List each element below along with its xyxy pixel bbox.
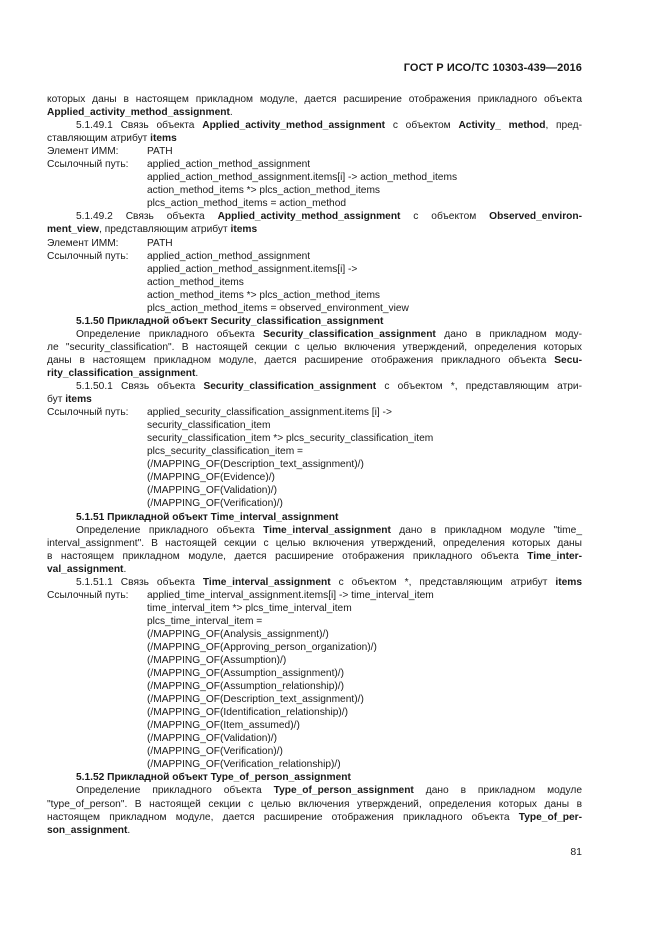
text-run: . xyxy=(127,824,131,836)
mapping-value: plcs_security_classification_item = xyxy=(147,446,303,458)
mapping-value: PATH xyxy=(147,146,173,158)
text-line xyxy=(47,576,582,589)
bold-term: Type_of_per- xyxy=(518,811,582,823)
mapping-value: (/MAPPING_OF(Assumption_relationship)/) xyxy=(147,681,345,693)
text-line xyxy=(47,732,582,745)
mapping-value: security_classification_item xyxy=(147,420,271,432)
text-run: "type_of_person". В настоящей секции с целью включения утверждений, определения которых даны в xyxy=(47,798,582,810)
text-line xyxy=(47,406,582,419)
mapping-value: plcs_action_method_items = action_method xyxy=(147,198,347,210)
bold-term: Activity_ method xyxy=(458,120,546,132)
text-run: в настоящем прикладном модуле, дается расширение отображения прикладного объекта xyxy=(47,550,528,562)
text-run: с объектом xyxy=(385,120,459,132)
mapping-value: applied_time_interval_assignment.items[i] -> time_interval_item xyxy=(147,589,434,601)
text-line xyxy=(47,602,582,615)
mapping-key: Ссылочный путь: xyxy=(47,159,129,171)
mapping-value: applied_action_method_assignment.items[i] -> action_method_items xyxy=(147,172,458,184)
document-body xyxy=(47,93,582,837)
mapping-value: plcs_action_method_items = observed_environment_view xyxy=(147,302,409,314)
text-line xyxy=(47,263,582,276)
text-line xyxy=(47,237,582,250)
text-line xyxy=(47,315,582,328)
text-line xyxy=(47,210,582,223)
text-run: настоящем прикладном модуле, дается расширение отображения прикладного объекта xyxy=(47,811,519,823)
text-line xyxy=(47,458,582,471)
text-line xyxy=(47,380,582,393)
text-line xyxy=(47,771,582,784)
bold-term: 5.1.51 Прикладной объект Time_interval_assignment xyxy=(76,511,339,523)
text-run: дано в прикладном моду- xyxy=(435,328,583,340)
text-line xyxy=(47,537,582,550)
text-run: ставляющим атрибут xyxy=(47,133,151,145)
text-run: дано в прикладном модуле "time_ xyxy=(390,524,582,536)
bold-term: Type_of_person_assignment xyxy=(273,785,414,797)
mapping-key: Ссылочный путь: xyxy=(47,250,129,262)
text-line xyxy=(47,419,582,432)
text-run: 5.1.49.1 Связь объекта xyxy=(76,120,203,132)
bold-term: Time_interval_assignment xyxy=(263,524,391,536)
bold-term: Time_interval_assignment xyxy=(202,576,331,588)
mapping-value: security_classification_item *> plcs_security_classification_item xyxy=(147,433,434,445)
mapping-value: plcs_time_interval_item = xyxy=(147,615,263,627)
text-line xyxy=(47,393,582,406)
mapping-key: Ссылочный путь: xyxy=(47,589,129,601)
text-run: ле "security_classification". В настоящей секции с целью включения утверждений, определения которых xyxy=(47,341,582,353)
mapping-value: applied_action_method_assignment xyxy=(147,159,311,171)
bold-term: Applied_activity_method_assignment xyxy=(202,120,386,132)
text-line xyxy=(47,563,582,576)
mapping-value: PATH xyxy=(147,237,173,249)
text-run: , представляющим атрибут xyxy=(99,224,231,236)
bold-term: Applied_activity_method_assignment xyxy=(47,107,230,119)
text-line xyxy=(47,811,582,824)
mapping-value: (/MAPPING_OF(Assumption)/) xyxy=(147,655,287,667)
bold-term: 5.1.50 Прикладной объект Security_classification_assignment xyxy=(76,315,384,327)
text-line xyxy=(47,471,582,484)
mapping-value: (/MAPPING_OF(Verification_relationship)/) xyxy=(147,759,341,771)
text-line xyxy=(47,341,582,354)
text-line xyxy=(47,680,582,693)
mapping-key: Ссылочный путь: xyxy=(47,407,129,419)
mapping-value: (/MAPPING_OF(Verification)/) xyxy=(147,746,283,758)
text-run: . xyxy=(195,367,199,379)
text-run: , пред- xyxy=(545,120,582,132)
text-run: 5.1.50.1 Связь объекта xyxy=(76,381,204,393)
text-line xyxy=(47,276,582,289)
text-run: бут xyxy=(47,394,66,406)
text-run: Определение прикладного объекта xyxy=(76,328,264,340)
text-line xyxy=(47,223,582,236)
mapping-value: (/MAPPING_OF(Approving_person_organization)/) xyxy=(147,641,377,653)
mapping-value: (/MAPPING_OF(Assumption_assignment)/) xyxy=(147,668,345,680)
text-line xyxy=(47,158,582,171)
bold-term: 5.1.52 Прикладной объект Type_of_person_assignment xyxy=(76,772,351,784)
text-line xyxy=(47,550,582,563)
text-run: 5.1.51.1 Связь объекта xyxy=(76,576,203,588)
bold-term: items xyxy=(230,224,258,236)
text-line xyxy=(47,745,582,758)
text-line xyxy=(47,824,582,837)
mapping-value: (/MAPPING_OF(Identification_relationship)/) xyxy=(147,707,348,719)
text-line xyxy=(47,328,582,341)
text-line xyxy=(47,367,582,380)
mapping-value: applied_security_classification_assignment.items [i] -> xyxy=(147,407,392,419)
mapping-key: Элемент ИММ: xyxy=(47,237,119,249)
text-line xyxy=(47,145,582,158)
text-line xyxy=(47,250,582,263)
bold-term: Security_classification_assignment xyxy=(263,328,436,340)
text-line xyxy=(47,132,582,145)
text-line xyxy=(47,354,582,367)
mapping-value: (/MAPPING_OF(Description_text_assignment)/) xyxy=(147,694,364,706)
bold-term: items xyxy=(150,133,177,145)
bold-term: items xyxy=(65,394,92,406)
bold-term: Observed_environ- xyxy=(489,211,582,223)
text-line xyxy=(47,432,582,445)
mapping-value: (/MAPPING_OF(Item_assumed)/) xyxy=(147,720,300,732)
mapping-value: (/MAPPING_OF(Description_text_assignment)/) xyxy=(147,459,364,471)
text-line xyxy=(47,184,582,197)
text-line xyxy=(47,798,582,811)
text-line xyxy=(47,719,582,732)
bold-term: rity_classification_assignment xyxy=(47,367,196,379)
text-line xyxy=(47,119,582,132)
text-run: которых даны в настоящем прикладном модуле, дается расширение отображения прикладного объекта xyxy=(47,94,582,105)
text-line xyxy=(47,654,582,667)
text-line xyxy=(47,484,582,497)
text-line xyxy=(47,445,582,458)
text-line xyxy=(47,106,582,119)
text-run: дано в прикладном модуле xyxy=(413,785,582,797)
text-run: Определение прикладного объекта xyxy=(76,785,274,797)
text-run: . xyxy=(229,107,233,119)
mapping-value: time_interval_item *> plcs_time_interval_item xyxy=(147,602,352,614)
page-number: 81 xyxy=(570,846,582,858)
text-line xyxy=(47,511,582,524)
mapping-value: (/MAPPING_OF(Analysis_assignment)/) xyxy=(147,628,329,640)
mapping-value: (/MAPPING_OF(Validation)/) xyxy=(147,733,278,745)
bold-term: Secu- xyxy=(554,354,582,366)
bold-term: son_assignment xyxy=(47,824,128,836)
document-header: ГОСТ Р ИСО/ТС 10303-439—2016 xyxy=(403,62,582,74)
text-line xyxy=(47,497,582,510)
text-line xyxy=(47,641,582,654)
text-run: . xyxy=(123,563,127,575)
text-line xyxy=(47,706,582,719)
mapping-key: Элемент ИММ: xyxy=(47,146,119,158)
text-run: Определение прикладного объекта xyxy=(76,524,264,536)
text-run: даны в настоящем прикладном модуле, дается расширение отображения прикладного объекта xyxy=(47,354,555,366)
text-run: interval_assignment". В настоящей секции с целью включения утверждений, определения которых даны xyxy=(47,537,582,549)
text-line xyxy=(47,171,582,184)
text-line xyxy=(47,615,582,628)
mapping-value: action_method_items *> plcs_action_method_items xyxy=(147,185,381,197)
text-line xyxy=(47,302,582,315)
text-line xyxy=(47,667,582,680)
text-run: с объектом xyxy=(400,211,490,223)
text-line xyxy=(47,289,582,302)
text-line xyxy=(47,589,582,602)
text-run: 5.1.49.2 Связь объекта xyxy=(76,211,218,223)
mapping-value: applied_action_method_assignment xyxy=(147,250,311,262)
mapping-value: applied_action_method_assignment.items[i] -> xyxy=(147,263,358,275)
text-line xyxy=(47,93,582,106)
mapping-value: action_method_items *> plcs_action_method_items xyxy=(147,289,381,301)
bold-term: items xyxy=(555,576,582,588)
text-run: с объектом *, представляющим атри- xyxy=(376,381,582,393)
bold-term: Applied_activity_method_assignment xyxy=(217,211,401,223)
text-line xyxy=(47,693,582,706)
text-line xyxy=(47,784,582,797)
text-line xyxy=(47,758,582,771)
text-line xyxy=(47,628,582,641)
mapping-value: (/MAPPING_OF(Verification)/) xyxy=(147,498,283,510)
bold-term: val_assignment xyxy=(47,563,124,575)
text-line xyxy=(47,197,582,210)
mapping-value: (/MAPPING_OF(Validation)/) xyxy=(147,485,278,497)
mapping-value: action_method_items xyxy=(147,276,244,288)
text-line xyxy=(47,524,582,537)
text-run: с объектом *, представляющим атрибут xyxy=(330,576,556,588)
bold-term: Time_inter- xyxy=(527,550,582,562)
bold-term: ment_view xyxy=(47,224,100,236)
mapping-value: (/MAPPING_OF(Evidence)/) xyxy=(147,472,275,484)
bold-term: Security_classification_assignment xyxy=(203,381,377,393)
